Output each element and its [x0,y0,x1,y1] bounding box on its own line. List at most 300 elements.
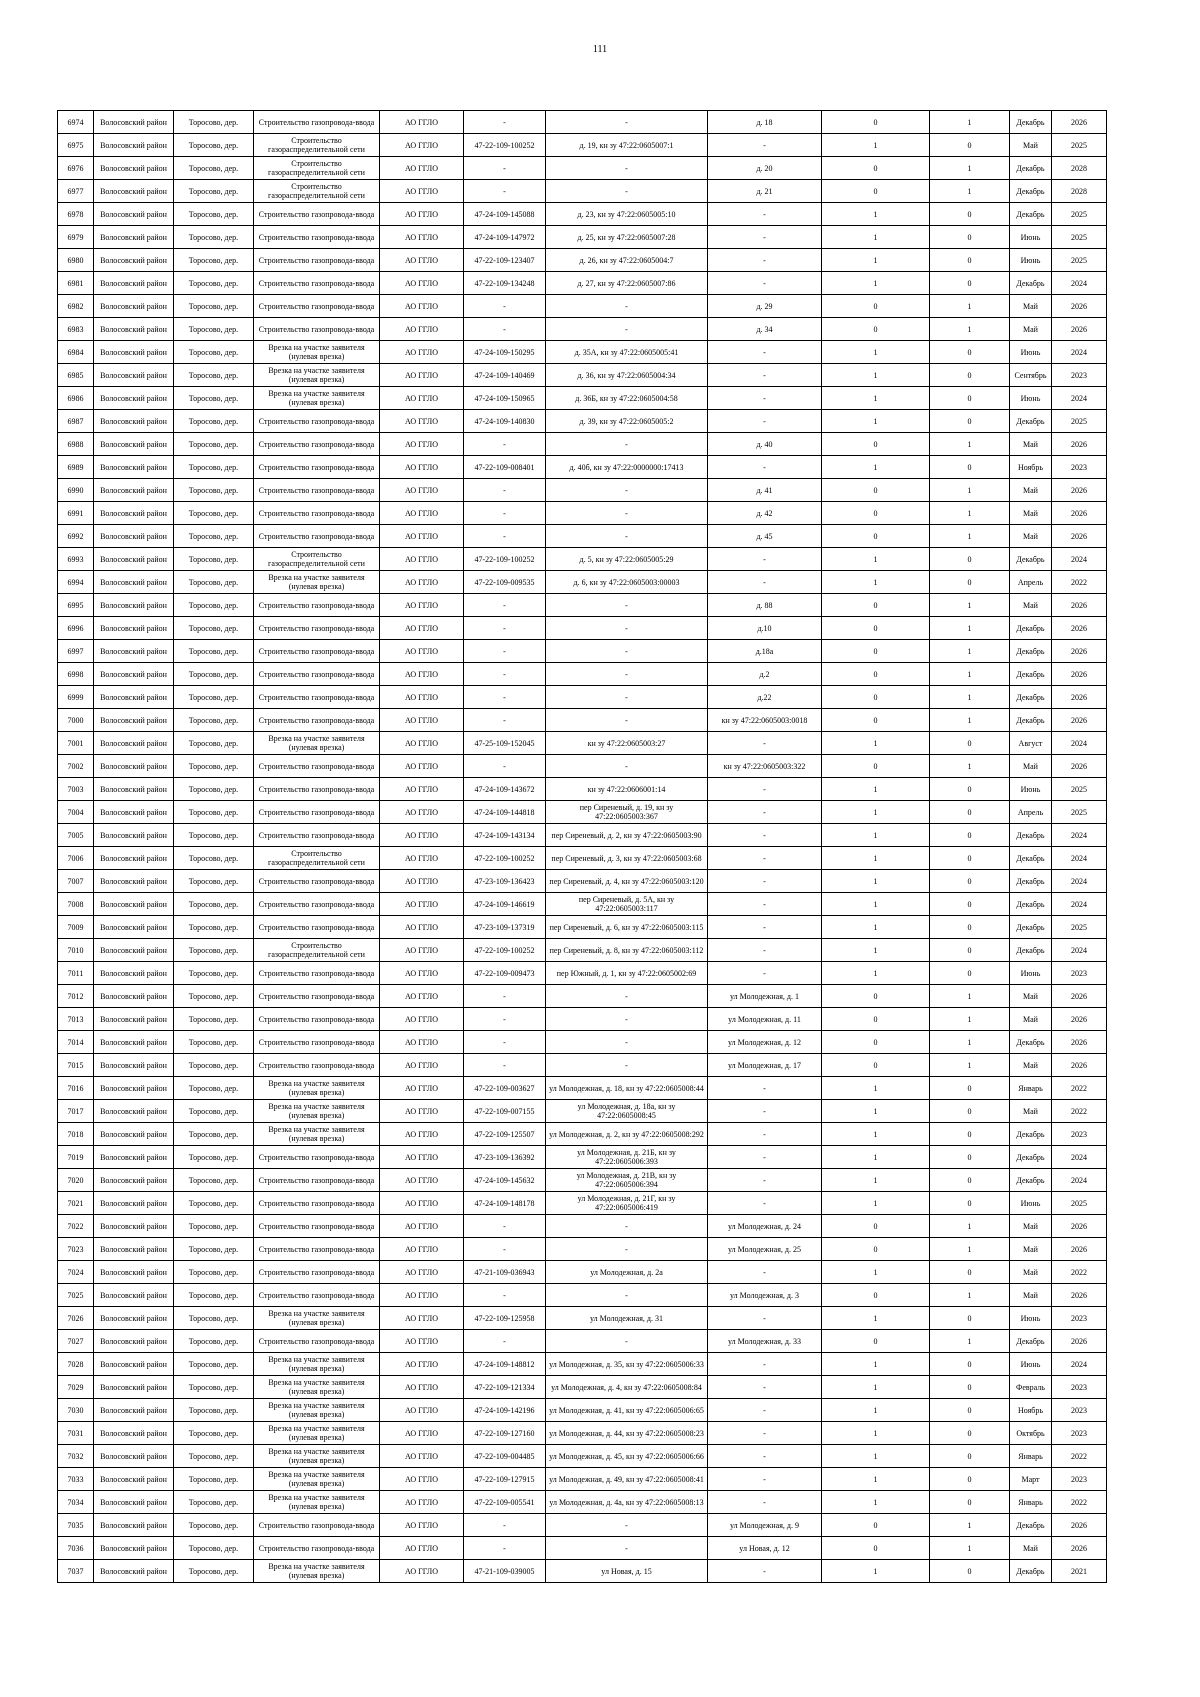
cell-organization: АО ГГЛО [380,525,464,548]
cell-address: д. 45 [708,525,822,548]
cell-count-b: 1 [930,295,1010,318]
cell-district: Волосовский район [94,1238,174,1261]
table-row [58,1468,1107,1491]
cell-count-a: 1 [822,916,930,939]
cell-settlement: Торосово, дер. [174,571,254,594]
cell-count-a: 0 [822,180,930,203]
cell-row-number: 6979 [58,226,94,249]
cell-district: Волосовский район [94,479,174,502]
cell-year: 2024 [1052,870,1107,893]
table-row [58,1491,1107,1514]
table-row [58,226,1107,249]
cell-count-b: 0 [930,387,1010,410]
cell-count-b: 1 [930,1008,1010,1031]
cell-count-a: 0 [822,594,930,617]
cell-address: ул Молодежная, д. 3 [708,1284,822,1307]
cell-district: Волосовский район [94,594,174,617]
cell-address-with-cadastral: ул Молодежная, д. 31 [546,1307,708,1330]
table-row [58,272,1107,295]
cell-month: Декабрь [1010,709,1052,732]
cell-count-a: 0 [822,1537,930,1560]
cell-work-type: Строительство газопровода-ввода [254,870,380,893]
cell-address-with-cadastral: - [546,318,708,341]
cell-address: - [708,341,822,364]
cell-count-a: 0 [822,1054,930,1077]
cell-request-number: 47-22-109-125507 [464,1123,546,1146]
cell-settlement: Торосово, дер. [174,893,254,916]
cell-organization: АО ГГЛО [380,387,464,410]
cell-address-with-cadastral: ул Молодежная, д. 21Б, кн зу 47:22:0605006:393 [546,1146,708,1169]
cell-address-with-cadastral: - [546,617,708,640]
cell-count-a: 1 [822,456,930,479]
cell-year: 2022 [1052,1445,1107,1468]
cell-address-with-cadastral: ул Молодежная, д. 21Г, кн зу 47:22:0605006:419 [546,1192,708,1215]
cell-district: Волосовский район [94,571,174,594]
table-row [58,1560,1107,1583]
cell-organization: АО ГГЛО [380,870,464,893]
cell-district: Волосовский район [94,1031,174,1054]
cell-request-number: - [464,617,546,640]
cell-request-number: - [464,525,546,548]
cell-organization: АО ГГЛО [380,801,464,824]
cell-request-number: 47-22-109-009535 [464,571,546,594]
cell-organization: АО ГГЛО [380,1100,464,1123]
cell-month: Май [1010,1537,1052,1560]
cell-year: 2028 [1052,157,1107,180]
cell-row-number: 6991 [58,502,94,525]
cell-address-with-cadastral: ул Молодежная, д. 49, кн зу 47:22:0605008:41 [546,1468,708,1491]
cell-work-type: Строительство газопровода-ввода [254,433,380,456]
cell-month: Май [1010,525,1052,548]
cell-year: 2026 [1052,295,1107,318]
cell-request-number: - [464,686,546,709]
cell-address: - [708,203,822,226]
cell-district: Волосовский район [94,985,174,1008]
cell-count-b: 0 [930,134,1010,157]
cell-month: Июнь [1010,778,1052,801]
cell-address: д. 18 [708,111,822,134]
cell-work-type: Строительство газопровода-ввода [254,272,380,295]
cell-count-b: 0 [930,1560,1010,1583]
cell-settlement: Торосово, дер. [174,1514,254,1537]
cell-request-number: - [464,985,546,1008]
cell-count-b: 1 [930,617,1010,640]
cell-year: 2025 [1052,916,1107,939]
cell-year: 2024 [1052,939,1107,962]
cell-settlement: Торосово, дер. [174,456,254,479]
cell-request-number: - [464,1537,546,1560]
cell-address-with-cadastral: пер Сиреневый, д. 2, кн зу 47:22:0605003:90 [546,824,708,847]
cell-work-type: Врезка на участке заявителя (нулевая врезка) [254,364,380,387]
table-row [58,571,1107,594]
cell-address: - [708,801,822,824]
cell-organization: АО ГГЛО [380,916,464,939]
cell-work-type: Строительство газораспределительной сети [254,847,380,870]
cell-year: 2022 [1052,1100,1107,1123]
cell-count-a: 0 [822,111,930,134]
cell-organization: АО ГГЛО [380,1192,464,1215]
cell-district: Волосовский район [94,847,174,870]
cell-request-number: 47-24-109-143672 [464,778,546,801]
cell-count-a: 0 [822,1031,930,1054]
cell-row-number: 7034 [58,1491,94,1514]
table-row [58,663,1107,686]
cell-settlement: Торосово, дер. [174,295,254,318]
table-row [58,387,1107,410]
cell-year: 2022 [1052,1491,1107,1514]
cell-count-b: 1 [930,111,1010,134]
cell-count-a: 1 [822,249,930,272]
registry-table [57,110,1107,1583]
cell-row-number: 7027 [58,1330,94,1353]
cell-settlement: Торосово, дер. [174,847,254,870]
cell-work-type: Строительство газопровода-ввода [254,1215,380,1238]
table-row [58,180,1107,203]
cell-address-with-cadastral: д. 25, кн зу 47:22:0605007:28 [546,226,708,249]
table-row [58,778,1107,801]
cell-count-a: 0 [822,1238,930,1261]
cell-address: - [708,1169,822,1192]
cell-organization: АО ГГЛО [380,778,464,801]
cell-settlement: Торосово, дер. [174,985,254,1008]
cell-address: - [708,824,822,847]
cell-year: 2024 [1052,824,1107,847]
cell-count-b: 0 [930,1261,1010,1284]
cell-request-number: - [464,295,546,318]
cell-count-b: 0 [930,824,1010,847]
cell-month: Июнь [1010,387,1052,410]
cell-address: ул Молодежная, д. 33 [708,1330,822,1353]
cell-district: Волосовский район [94,456,174,479]
cell-address: - [708,1146,822,1169]
cell-count-b: 0 [930,203,1010,226]
cell-organization: АО ГГЛО [380,1123,464,1146]
cell-district: Волосовский район [94,962,174,985]
cell-work-type: Врезка на участке заявителя (нулевая врезка) [254,1491,380,1514]
cell-year: 2025 [1052,778,1107,801]
cell-count-b: 1 [930,985,1010,1008]
cell-address: - [708,939,822,962]
table-row [58,916,1107,939]
cell-month: Ноябрь [1010,456,1052,479]
cell-work-type: Строительство газопровода-ввода [254,801,380,824]
cell-request-number: 47-22-109-100252 [464,847,546,870]
cell-district: Волосовский район [94,1445,174,1468]
cell-address-with-cadastral: - [546,433,708,456]
cell-count-b: 0 [930,1100,1010,1123]
cell-address-with-cadastral: ул Молодежная, д. 44, кн зу 47:22:0605008:23 [546,1422,708,1445]
cell-settlement: Торосово, дер. [174,1307,254,1330]
cell-count-b: 0 [930,1123,1010,1146]
cell-count-b: 0 [930,1307,1010,1330]
cell-work-type: Строительство газопровода-ввода [254,502,380,525]
cell-month: Май [1010,755,1052,778]
table-row [58,939,1107,962]
cell-year: 2024 [1052,272,1107,295]
cell-row-number: 7007 [58,870,94,893]
cell-district: Волосовский район [94,1284,174,1307]
cell-address: - [708,1192,822,1215]
cell-row-number: 6987 [58,410,94,433]
cell-count-a: 1 [822,1399,930,1422]
cell-row-number: 7009 [58,916,94,939]
cell-settlement: Торосово, дер. [174,1537,254,1560]
table-row [58,709,1107,732]
table-row [58,111,1107,134]
cell-count-b: 0 [930,410,1010,433]
cell-count-a: 1 [822,1146,930,1169]
cell-count-b: 1 [930,318,1010,341]
table-row [58,1238,1107,1261]
cell-work-type: Строительство газопровода-ввода [254,525,380,548]
cell-district: Волосовский район [94,1560,174,1583]
cell-district: Волосовский район [94,410,174,433]
cell-district: Волосовский район [94,1169,174,1192]
cell-count-b: 1 [930,1054,1010,1077]
cell-settlement: Торосово, дер. [174,525,254,548]
cell-year: 2023 [1052,1468,1107,1491]
cell-work-type: Строительство газопровода-ввода [254,318,380,341]
cell-request-number: 47-24-109-150965 [464,387,546,410]
cell-address: - [708,548,822,571]
cell-work-type: Врезка на участке заявителя (нулевая врезка) [254,1399,380,1422]
cell-count-a: 0 [822,525,930,548]
cell-settlement: Торосово, дер. [174,801,254,824]
cell-address-with-cadastral: д. 5, кн зу 47:22:0605005:29 [546,548,708,571]
cell-request-number: 47-23-109-137319 [464,916,546,939]
cell-count-a: 1 [822,824,930,847]
cell-year: 2023 [1052,1307,1107,1330]
cell-month: Июнь [1010,1353,1052,1376]
cell-address: д.18а [708,640,822,663]
cell-settlement: Торосово, дер. [174,1169,254,1192]
cell-organization: АО ГГЛО [380,295,464,318]
cell-address: ул Молодежная, д. 17 [708,1054,822,1077]
cell-work-type: Врезка на участке заявителя (нулевая врезка) [254,1307,380,1330]
cell-settlement: Торосово, дер. [174,433,254,456]
cell-district: Волосовский район [94,778,174,801]
cell-count-b: 1 [930,755,1010,778]
cell-count-a: 1 [822,1192,930,1215]
cell-count-a: 1 [822,801,930,824]
cell-organization: АО ГГЛО [380,640,464,663]
cell-count-a: 1 [822,1491,930,1514]
cell-work-type: Строительство газораспределительной сети [254,939,380,962]
cell-count-b: 0 [930,1422,1010,1445]
cell-address-with-cadastral: ул Молодежная, д. 18, кн зу 47:22:0605008:44 [546,1077,708,1100]
cell-row-number: 7015 [58,1054,94,1077]
cell-request-number: 47-24-109-145088 [464,203,546,226]
cell-month: Июнь [1010,962,1052,985]
cell-count-a: 1 [822,1077,930,1100]
cell-request-number: - [464,1215,546,1238]
cell-settlement: Торосово, дер. [174,502,254,525]
cell-year: 2026 [1052,594,1107,617]
cell-address: - [708,571,822,594]
table-row [58,1031,1107,1054]
cell-request-number: 47-22-109-007155 [464,1100,546,1123]
cell-settlement: Торосово, дер. [174,410,254,433]
cell-district: Волосовский район [94,502,174,525]
cell-district: Волосовский район [94,1192,174,1215]
cell-organization: АО ГГЛО [380,226,464,249]
cell-count-b: 1 [930,1215,1010,1238]
cell-row-number: 7029 [58,1376,94,1399]
cell-district: Волосовский район [94,1376,174,1399]
cell-work-type: Строительство газопровода-ввода [254,824,380,847]
cell-work-type: Строительство газопровода-ввода [254,1192,380,1215]
page-number: 111 [592,44,608,55]
cell-work-type: Строительство газопровода-ввода [254,686,380,709]
cell-settlement: Торосово, дер. [174,341,254,364]
cell-district: Волосовский район [94,318,174,341]
cell-request-number: 47-24-109-143134 [464,824,546,847]
cell-count-a: 1 [822,1560,930,1583]
cell-work-type: Врезка на участке заявителя (нулевая врезка) [254,1353,380,1376]
cell-count-b: 0 [930,732,1010,755]
cell-count-a: 1 [822,1353,930,1376]
cell-month: Декабрь [1010,1031,1052,1054]
cell-address-with-cadastral: - [546,1330,708,1353]
cell-month: Декабрь [1010,1560,1052,1583]
cell-request-number: 47-22-109-125958 [464,1307,546,1330]
table-row [58,1261,1107,1284]
cell-count-b: 0 [930,1468,1010,1491]
table-row [58,1215,1107,1238]
cell-organization: АО ГГЛО [380,548,464,571]
cell-row-number: 6994 [58,571,94,594]
cell-request-number: 47-22-109-100252 [464,134,546,157]
cell-address-with-cadastral: - [546,663,708,686]
cell-district: Волосовский район [94,893,174,916]
cell-year: 2026 [1052,1284,1107,1307]
cell-district: Волосовский район [94,1353,174,1376]
cell-count-b: 0 [930,801,1010,824]
cell-address: д. 41 [708,479,822,502]
cell-address: кн зу 47:22:0605003:322 [708,755,822,778]
cell-address: - [708,1100,822,1123]
cell-settlement: Торосово, дер. [174,226,254,249]
table-row [58,318,1107,341]
table-row [58,1146,1107,1169]
table-row [58,1169,1107,1192]
cell-request-number: 47-24-109-147972 [464,226,546,249]
cell-organization: АО ГГЛО [380,1008,464,1031]
cell-count-b: 1 [930,1031,1010,1054]
cell-address-with-cadastral: д. 40б, кн зу 47:22:0000000:17413 [546,456,708,479]
cell-settlement: Торосово, дер. [174,387,254,410]
cell-count-a: 0 [822,502,930,525]
cell-settlement: Торосово, дер. [174,824,254,847]
cell-work-type: Строительство газопровода-ввода [254,249,380,272]
cell-row-number: 7012 [58,985,94,1008]
cell-year: 2024 [1052,548,1107,571]
cell-year: 2026 [1052,985,1107,1008]
cell-district: Волосовский район [94,617,174,640]
cell-address-with-cadastral: - [546,1537,708,1560]
cell-address-with-cadastral: - [546,709,708,732]
table-row [58,1284,1107,1307]
cell-address-with-cadastral: д. 6, кн зу 47:22:0605003:00003 [546,571,708,594]
cell-work-type: Врезка на участке заявителя (нулевая врезка) [254,732,380,755]
cell-settlement: Торосово, дер. [174,1031,254,1054]
cell-count-a: 1 [822,364,930,387]
cell-month: Декабрь [1010,1514,1052,1537]
cell-year: 2026 [1052,1537,1107,1560]
cell-address-with-cadastral: пер Сиреневый, д. 19, кн зу 47:22:0605003:367 [546,801,708,824]
cell-address: д. 88 [708,594,822,617]
cell-address: д. 42 [708,502,822,525]
cell-address: - [708,1468,822,1491]
cell-address-with-cadastral: ул Молодежная, д. 4а, кн зу 47:22:0605008:13 [546,1491,708,1514]
cell-year: 2025 [1052,1192,1107,1215]
cell-year: 2025 [1052,801,1107,824]
cell-month: Март [1010,1468,1052,1491]
cell-request-number: - [464,180,546,203]
cell-count-b: 1 [930,686,1010,709]
cell-row-number: 7003 [58,778,94,801]
cell-count-b: 1 [930,1284,1010,1307]
cell-row-number: 6990 [58,479,94,502]
cell-row-number: 6996 [58,617,94,640]
cell-address-with-cadastral: ул Молодежная, д. 2, кн зу 47:22:0605008:292 [546,1123,708,1146]
cell-address-with-cadastral: д. 36Б, кн зу 47:22:0605004:58 [546,387,708,410]
cell-year: 2024 [1052,893,1107,916]
cell-settlement: Торосово, дер. [174,916,254,939]
cell-district: Волосовский район [94,870,174,893]
cell-count-a: 0 [822,985,930,1008]
table-row [58,1330,1107,1353]
cell-work-type: Врезка на участке заявителя (нулевая врезка) [254,1560,380,1583]
cell-work-type: Строительство газопровода-ввода [254,755,380,778]
cell-row-number: 7004 [58,801,94,824]
cell-address-with-cadastral: - [546,686,708,709]
table-row [58,1514,1107,1537]
cell-month: Октябрь [1010,1422,1052,1445]
cell-organization: АО ГГЛО [380,1215,464,1238]
cell-count-a: 1 [822,1445,930,1468]
cell-month: Апрель [1010,801,1052,824]
table-row [58,249,1107,272]
cell-address: - [708,1399,822,1422]
cell-request-number: - [464,1238,546,1261]
cell-district: Волосовский район [94,1077,174,1100]
cell-row-number: 6975 [58,134,94,157]
cell-request-number: 47-22-109-005541 [464,1491,546,1514]
cell-month: Декабрь [1010,272,1052,295]
cell-address-with-cadastral: - [546,1514,708,1537]
cell-request-number: 47-25-109-152045 [464,732,546,755]
cell-settlement: Торосово, дер. [174,203,254,226]
cell-request-number: 47-22-109-008401 [464,456,546,479]
cell-work-type: Строительство газопровода-ввода [254,1261,380,1284]
cell-year: 2026 [1052,617,1107,640]
cell-work-type: Строительство газопровода-ввода [254,893,380,916]
cell-organization: АО ГГЛО [380,479,464,502]
cell-address: д. 40 [708,433,822,456]
cell-address-with-cadastral: - [546,755,708,778]
cell-work-type: Врезка на участке заявителя (нулевая врезка) [254,1422,380,1445]
cell-month: Декабрь [1010,686,1052,709]
table-row [58,1376,1107,1399]
cell-count-b: 0 [930,1445,1010,1468]
cell-count-b: 0 [930,571,1010,594]
cell-row-number: 7011 [58,962,94,985]
cell-work-type: Строительство газораспределительной сети [254,134,380,157]
cell-work-type: Строительство газопровода-ввода [254,778,380,801]
cell-settlement: Торосово, дер. [174,1376,254,1399]
cell-month: Декабрь [1010,1169,1052,1192]
